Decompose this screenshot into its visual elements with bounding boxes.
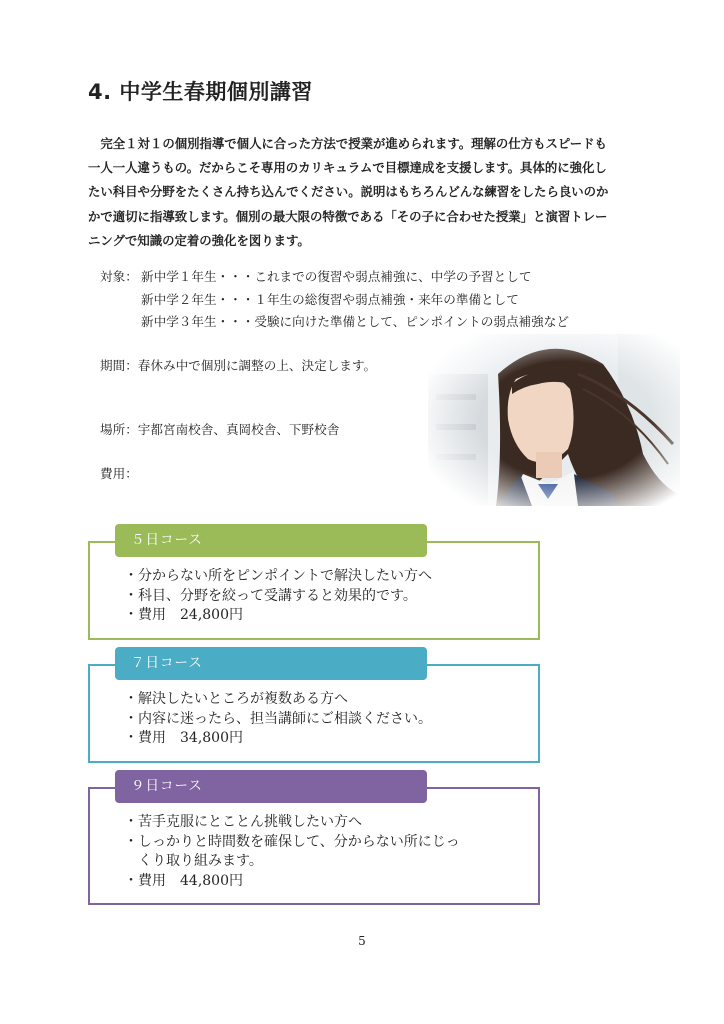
course-5day-header: ５日コース bbox=[115, 524, 427, 557]
course-5day-price: ・費用 24,800円 bbox=[124, 607, 243, 623]
period-text: 期間：春休み中で個別に調整の上、決定します。 bbox=[100, 358, 377, 373]
cost-label: 費用： bbox=[100, 466, 138, 481]
course-9day-details bbox=[124, 813, 460, 891]
course-5day-line: ・科目、分野を絞って受講すると効果的です。 bbox=[124, 587, 417, 604]
intro-line: 完全１対１の個別指導で個人に合った方法で授業が進められます。理解の仕方もスピードも bbox=[88, 136, 607, 151]
target-label: 対象： bbox=[100, 269, 138, 284]
course-7day-line: ・解決したいところが複数ある方へ bbox=[124, 691, 348, 707]
intro-line: 一人一人違うもの。だからこそ専用のカリキュラムで目標達成を支援します。具体的に強化し bbox=[88, 160, 607, 176]
page-number: 5 bbox=[358, 934, 366, 948]
location-text: 場所：宇都宮南校舎、真岡校舎、下野校舎 bbox=[100, 422, 340, 437]
course-7day-line: ・内容に迷ったら、担当講師にご相談ください。 bbox=[124, 710, 432, 727]
course-9day-price: ・費用 44,800円 bbox=[124, 872, 243, 889]
intro-line: ニングで知識の定着の強化を図ります。 bbox=[88, 232, 310, 248]
intro-line: かで適切に指導致します。個別の最大限の特徴である「その子に合わせた授業」と演習トレー bbox=[88, 208, 608, 224]
target-grade-3: 新中学３年生・・・受験に向けた準備として、ピンポイントの弱点補強など bbox=[141, 314, 569, 329]
course-9day-line: ・しっかりと時間数を確保して、分からない所にじっ bbox=[124, 833, 460, 850]
intro-paragraph bbox=[88, 132, 638, 253]
intro-line: たい科目や分野をたくさん持ち込んでください。説明はもちろんどんな練習をしたら良いのか bbox=[88, 184, 609, 200]
course-7day-details bbox=[124, 690, 432, 749]
target-grade-2: 新中学２年生・・・１年生の総復習や弱点補強・来年の準備として bbox=[141, 292, 519, 307]
course-9day-line: ・苦手克服にとことん挑戦したい方へ bbox=[124, 814, 362, 830]
course-7day-header: ７日コース bbox=[115, 647, 427, 680]
student-photo bbox=[428, 334, 680, 506]
course-5day-line: ・分からない所をピンポイントで解決したい方へ bbox=[124, 568, 432, 584]
course-5day-details bbox=[124, 567, 432, 626]
course-7day-price: ・費用 34,800円 bbox=[124, 730, 243, 746]
course-9day-header: ９日コース bbox=[115, 770, 427, 803]
target-grade-1: 新中学１年生・・・これまでの復習や弱点補強に、中学の予習として bbox=[141, 269, 532, 284]
section-title: 4. 中学生春期個別講習 bbox=[88, 80, 313, 104]
course-9day-line: くり取り組みます。 bbox=[124, 853, 263, 869]
